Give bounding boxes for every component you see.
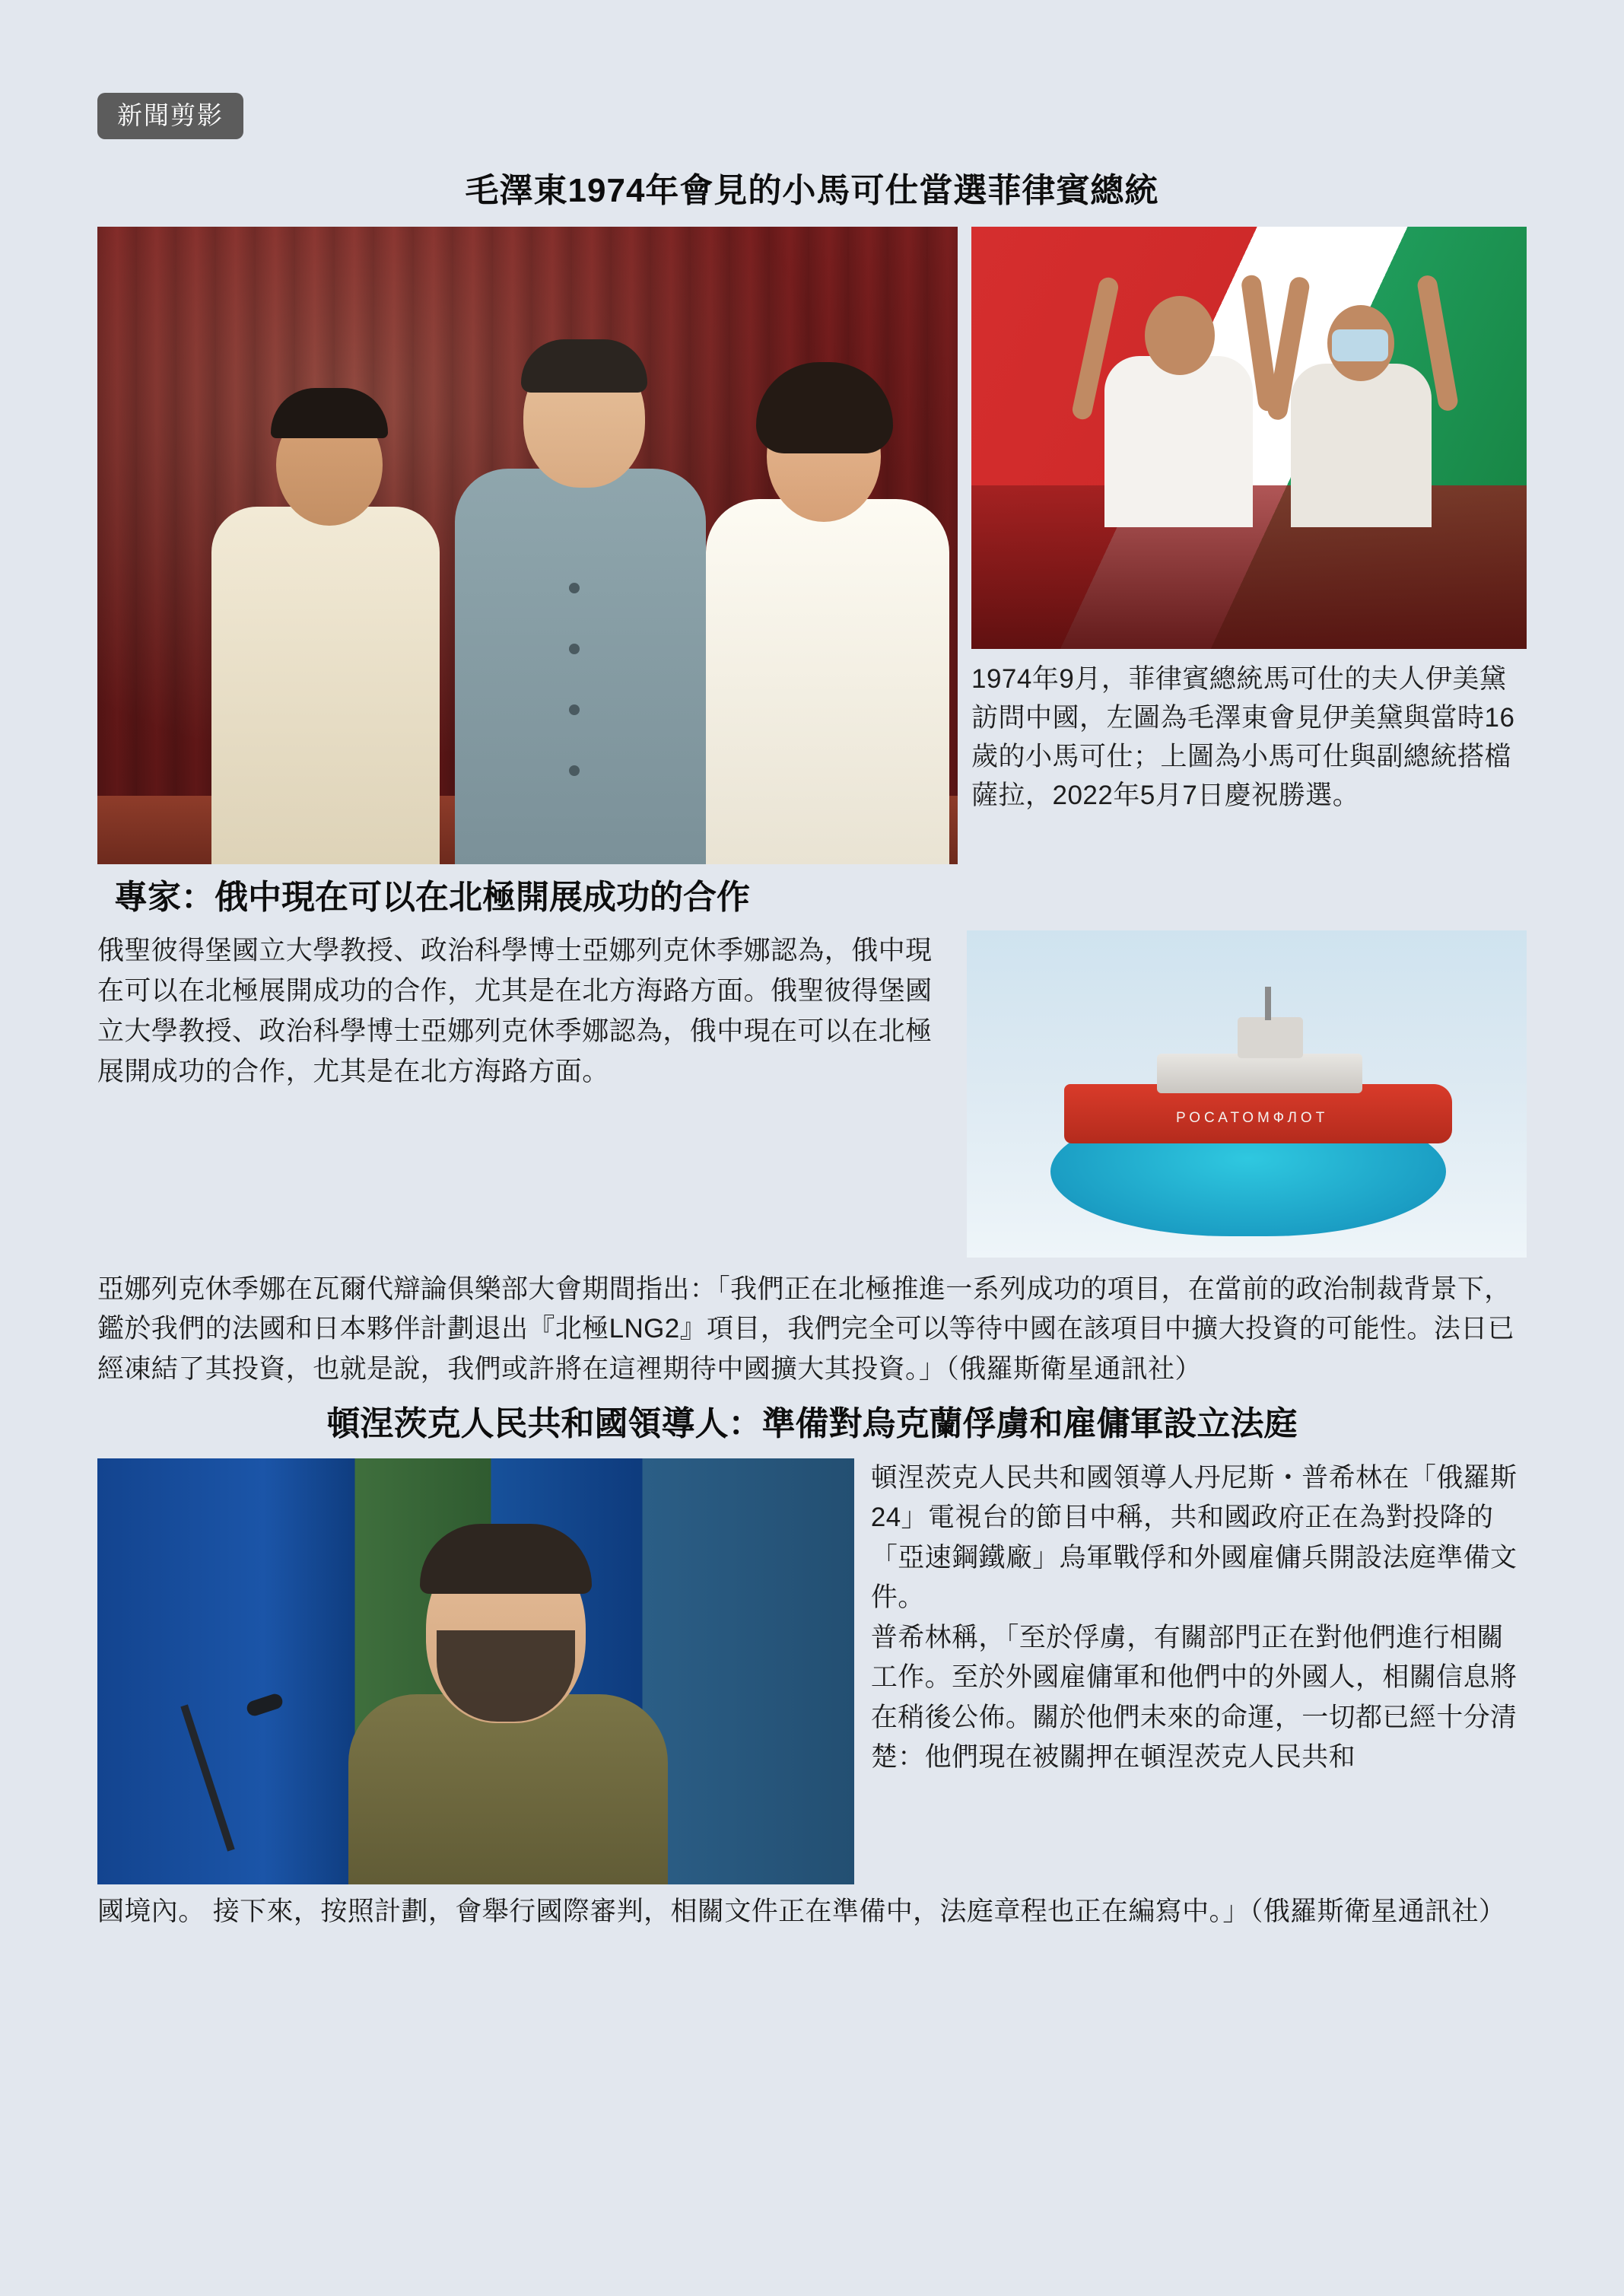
young-marcos-figure	[211, 507, 440, 864]
section-tag-wrap	[97, 0, 1527, 139]
face-mask-icon	[1332, 329, 1388, 361]
story3-text-column	[871, 1458, 1527, 1778]
icebreaker-name-text: РОСАТОМФЛОТ	[1175, 1109, 1329, 1126]
jacket-button-icon	[569, 704, 580, 715]
mao-figure	[455, 469, 706, 864]
marcos-jr-figure	[1104, 356, 1253, 527]
imelda-figure	[706, 499, 949, 864]
jacket-button-icon	[569, 583, 580, 593]
icebreaker-deck	[1157, 1054, 1362, 1093]
story2-headline: 專家：俄中現在可以在北極開展成功的合作	[114, 878, 750, 916]
story3-paragraph-2: 普希林稱，「至於俘虜，有關部門正在對他們進行相關工作。至於外國雇傭軍和他們中的外國人，相關信息將在稍後公佈。關於他們未來的命運，一切都已經十分清楚：他們現在被關押在頓涅茨克人民共和	[870, 1622, 1518, 1773]
icebreaker-bridge	[1238, 1017, 1303, 1058]
jacket-button-icon	[569, 765, 580, 776]
story3-media-block	[97, 1458, 1527, 1884]
story2-media-block	[97, 930, 1527, 1258]
story1-media-block	[97, 227, 1527, 864]
marcos-jr-head	[1145, 296, 1215, 375]
story3-paragraph-3: 國境內。 接下來，按照計劃，會舉行國際審判，相關文件正在準備中，法庭章程也正在編寫中。」（俄羅斯衛星通訊社）	[97, 1896, 1506, 1926]
story3-headline: 頓涅茨克人民共和國領導人：準備對烏克蘭俘虜和雇傭軍設立法庭	[326, 1405, 1298, 1443]
denis-pushilin-portrait-photo	[97, 1458, 854, 1884]
icebreaker-mast	[1265, 987, 1271, 1020]
story2-paragraph-2: 亞娜列克休季娜在瓦爾代辯論俱樂部大會期間指出：「我們正在北極推進一系列成功的項目，在當前的政治制裁背景下，鑑於我們的法國和日本夥伴計劃退出『北極LNG2』項目，我們完全可以等待中國在該項目中擴大投資的可能性。法日已經凍結了其投資，也就是說，我們或許將在這裡期待中國擴大其投資。」（俄羅斯衛星通訊社）	[97, 1274, 1515, 1384]
microphone-icon	[245, 1692, 284, 1718]
story2-paragraph-1: 俄聖彼得堡國立大學教授、政治科學博士亞娜列克休季娜認為，俄中現在可以在北極展開成功的合作，尤其是在北方海路方面。俄聖彼得堡國立大學教授、政治科學博士亞娜列克休季娜認為，俄中現在可以在北極展開成功的合作，尤其是在北方海路方面。	[97, 935, 933, 1087]
story1-headline: 毛澤東1974年會見的小馬可仕當選菲律賓總統	[465, 172, 1159, 209]
story3-paragraph-1: 頓涅茨克人民共和國領導人丹尼斯・普希林在「俄羅斯24」電視台的節目中稱，共和國政府正在為對投降的「亞速鋼鐵廠」烏軍戰俘和外國雇傭兵開設法庭準備文件。	[870, 1462, 1518, 1613]
jacket-button-icon	[569, 644, 580, 654]
section-tag: 新聞剪影	[97, 93, 243, 139]
story1-caption: 1974年9月，菲律賓總統馬可仕的夫人伊美黛訪問中國，左圖為毛澤東會見伊美黛與當時16歲的小馬可仕；上圖為小馬可仕與副總統搭檔薩拉，2022年5月7日慶祝勝選。	[971, 663, 1515, 811]
mao-hair	[521, 339, 647, 393]
sara-duterte-figure	[1291, 364, 1432, 527]
mao-marcos-imelda-1974-photo	[97, 227, 958, 864]
microphone-stand	[180, 1704, 234, 1851]
rosatomflot-icebreaker-photo	[967, 930, 1527, 1258]
story1-right-column	[971, 227, 1527, 815]
marcos-sara-victory-rally-photo	[971, 227, 1527, 649]
pushilin-hair	[420, 1524, 592, 1594]
